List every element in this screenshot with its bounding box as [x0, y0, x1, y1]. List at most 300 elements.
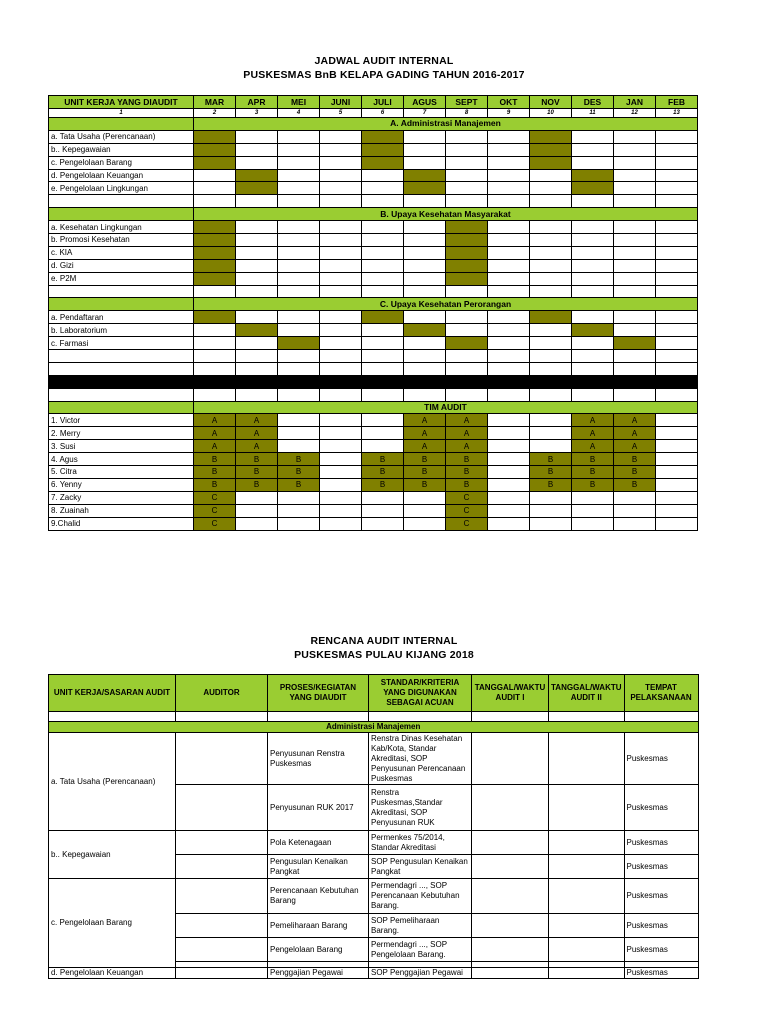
month-cell — [362, 491, 404, 504]
scheduled-cell — [194, 311, 236, 324]
team-assignment-cell: B — [572, 453, 614, 466]
team-assignment-cell: A — [614, 427, 656, 440]
scheduled-cell — [530, 143, 572, 156]
month-cell — [488, 517, 530, 530]
month-cell — [572, 246, 614, 259]
team-member-name: 7. Zacky — [49, 491, 194, 504]
month-cell — [404, 246, 446, 259]
schedule-row — [49, 156, 698, 169]
plan-date1-cell — [472, 938, 549, 962]
month-cell — [404, 156, 446, 169]
month-cell — [656, 324, 698, 337]
month-cell — [572, 143, 614, 156]
month-cell — [488, 311, 530, 324]
team-assignment-cell: B — [404, 466, 446, 479]
scheduled-cell — [404, 324, 446, 337]
month-cell — [488, 478, 530, 491]
team-row — [49, 504, 698, 517]
column-number-cell: 12 — [614, 109, 656, 118]
month-cell — [488, 182, 530, 195]
separator-cell — [362, 375, 404, 388]
month-cell — [446, 182, 488, 195]
plan-standard-cell: SOP Pengusulan Kenaikan Pangkat — [369, 855, 472, 879]
empty-cell — [404, 285, 446, 298]
empty-cell — [488, 362, 530, 375]
month-cell — [194, 324, 236, 337]
month-cell — [572, 272, 614, 285]
empty-cell — [614, 350, 656, 363]
unit-label: c. Farmasi — [49, 337, 194, 350]
month-cell — [614, 143, 656, 156]
month-cell — [614, 311, 656, 324]
plan-row — [49, 968, 699, 979]
team-assignment-cell: B — [194, 478, 236, 491]
empty-cell — [446, 195, 488, 208]
month-cell — [488, 453, 530, 466]
team-row — [49, 478, 698, 491]
month-cell — [236, 259, 278, 272]
plan-date2-cell — [549, 733, 625, 785]
month-cell — [656, 478, 698, 491]
empty-cell — [268, 712, 369, 722]
empty-cell — [49, 350, 194, 363]
audit-schedule-table — [48, 95, 698, 531]
plan-auditor-cell — [176, 879, 268, 914]
plan-process-cell: Pengelolaan Barang — [268, 938, 369, 962]
empty-cell — [530, 388, 572, 401]
month-cell — [530, 337, 572, 350]
team-member-name: 9.Chalid — [49, 517, 194, 530]
month-cell — [362, 517, 404, 530]
scheduled-cell — [194, 221, 236, 234]
team-member-name: 4. Agus — [49, 453, 194, 466]
month-cell — [278, 517, 320, 530]
empty-cell — [614, 195, 656, 208]
month-cell — [278, 504, 320, 517]
team-member-name: 2. Merry — [49, 427, 194, 440]
team-row — [49, 427, 698, 440]
unit-label: b. Promosi Kesehatan — [49, 234, 194, 247]
month-cell — [320, 517, 362, 530]
empty-cell — [362, 350, 404, 363]
empty-cell — [572, 362, 614, 375]
month-cell — [656, 221, 698, 234]
empty-cell — [572, 195, 614, 208]
month-cell — [614, 130, 656, 143]
month-header-cell: MEI — [278, 96, 320, 109]
plan-header-cell: TEMPAT PELAKSANAAN — [624, 675, 698, 712]
column-number-cell: 10 — [530, 109, 572, 118]
month-cell — [320, 427, 362, 440]
team-assignment-cell: B — [446, 453, 488, 466]
plan-process-cell: Penggajian Pegawai — [268, 968, 369, 979]
plan-standard-cell: SOP Pemeliharaan Barang. — [369, 914, 472, 938]
team-assignment-cell: A — [572, 427, 614, 440]
plan-header-cell: TANGGAL/WAKTU AUDIT II — [549, 675, 625, 712]
header-unit-cell: UNIT KERJA YANG DIAUDIT — [49, 96, 194, 109]
schedule-row — [49, 259, 698, 272]
section-title: B. Upaya Kesehatan Masyarakat — [194, 208, 698, 221]
scheduled-cell — [236, 169, 278, 182]
empty-cell — [614, 362, 656, 375]
plan-date1-cell — [472, 879, 549, 914]
month-cell — [572, 234, 614, 247]
team-assignment-cell: B — [404, 453, 446, 466]
empty-cell — [446, 350, 488, 363]
month-cell — [530, 272, 572, 285]
month-cell — [236, 272, 278, 285]
plan-place-cell: Puskesmas — [624, 785, 698, 831]
month-cell — [488, 169, 530, 182]
column-number-cell: 13 — [656, 109, 698, 118]
month-cell — [488, 143, 530, 156]
team-assignment-cell: C — [194, 491, 236, 504]
month-cell — [404, 311, 446, 324]
plan-auditor-cell — [176, 855, 268, 879]
scheduled-cell — [530, 156, 572, 169]
empty-cell — [236, 285, 278, 298]
plan-date2-cell — [549, 968, 625, 979]
month-cell — [530, 182, 572, 195]
month-cell — [320, 156, 362, 169]
month-cell — [278, 259, 320, 272]
month-cell — [320, 478, 362, 491]
month-cell — [404, 504, 446, 517]
month-cell — [530, 504, 572, 517]
schedule-row — [49, 324, 698, 337]
month-cell — [572, 491, 614, 504]
scheduled-cell — [194, 259, 236, 272]
month-cell — [572, 130, 614, 143]
column-number-cell: 4 — [278, 109, 320, 118]
empty-cell — [194, 362, 236, 375]
team-assignment-cell: B — [572, 466, 614, 479]
team-row — [49, 491, 698, 504]
scheduled-cell — [530, 311, 572, 324]
month-cell — [656, 466, 698, 479]
empty-cell — [194, 195, 236, 208]
team-assignment-cell: B — [530, 478, 572, 491]
empty-cell — [530, 285, 572, 298]
section-title: A. Administrasi Manajemen — [194, 118, 698, 131]
month-cell — [320, 440, 362, 453]
empty-cell — [656, 350, 698, 363]
month-cell — [656, 453, 698, 466]
scheduled-cell — [194, 156, 236, 169]
month-cell — [404, 259, 446, 272]
schedule-row — [49, 130, 698, 143]
plan-place-cell: Puskesmas — [624, 879, 698, 914]
month-cell — [530, 427, 572, 440]
empty-cell — [236, 350, 278, 363]
schedule-row — [49, 311, 698, 324]
month-cell — [656, 414, 698, 427]
empty-cell — [49, 285, 194, 298]
month-cell — [530, 259, 572, 272]
separator-cell — [446, 375, 488, 388]
team-member-name: 1. Victor — [49, 414, 194, 427]
team-assignment-cell: A — [404, 427, 446, 440]
scheduled-cell — [194, 130, 236, 143]
schedule-row — [49, 143, 698, 156]
separator-cell — [530, 375, 572, 388]
team-assignment-cell: C — [446, 517, 488, 530]
month-cell — [404, 491, 446, 504]
empty-cell — [624, 712, 698, 722]
team-assignment-cell: B — [278, 478, 320, 491]
plan-auditor-cell — [176, 733, 268, 785]
unit-label: a. Kesehatan Lingkungan — [49, 221, 194, 234]
column-number-cell: 7 — [404, 109, 446, 118]
month-cell — [278, 246, 320, 259]
month-cell — [236, 143, 278, 156]
scheduled-cell — [404, 182, 446, 195]
plan-date1-cell — [472, 831, 549, 855]
month-cell — [320, 324, 362, 337]
month-cell — [530, 324, 572, 337]
section-left-cell — [49, 208, 194, 221]
column-number-row — [49, 109, 698, 118]
month-cell — [572, 504, 614, 517]
month-cell — [320, 414, 362, 427]
month-header-cell: OKT — [488, 96, 530, 109]
team-assignment-cell: B — [194, 466, 236, 479]
month-cell — [278, 221, 320, 234]
month-cell — [362, 414, 404, 427]
month-cell — [278, 169, 320, 182]
plan-unit-cell: b.. Kepegawaian — [49, 831, 176, 879]
team-row — [49, 440, 698, 453]
team-row — [49, 466, 698, 479]
month-cell — [362, 221, 404, 234]
month-header-cell: NOV — [530, 96, 572, 109]
empty-cell — [320, 362, 362, 375]
empty-cell — [362, 195, 404, 208]
team-assignment-cell: A — [614, 440, 656, 453]
team-assignment-cell: A — [404, 440, 446, 453]
plan-place-cell: Puskesmas — [624, 855, 698, 879]
scheduled-cell — [236, 182, 278, 195]
month-cell — [446, 130, 488, 143]
plan-date1-cell — [472, 968, 549, 979]
month-cell — [656, 259, 698, 272]
plan-header-cell: TANGGAL/WAKTU AUDIT I — [472, 675, 549, 712]
plan-date2-cell — [549, 785, 625, 831]
unit-label: d. Pengelolaan Keuangan — [49, 169, 194, 182]
plan-date1-cell — [472, 785, 549, 831]
schedule-row — [49, 337, 698, 350]
month-cell — [446, 169, 488, 182]
month-cell — [362, 234, 404, 247]
empty-cell — [656, 285, 698, 298]
month-header-cell: DES — [572, 96, 614, 109]
empty-cell — [614, 285, 656, 298]
month-cell — [320, 504, 362, 517]
month-cell — [530, 491, 572, 504]
plan-place-cell: Puskesmas — [624, 914, 698, 938]
month-cell — [656, 504, 698, 517]
schedule-header-row — [49, 96, 698, 109]
month-cell — [362, 324, 404, 337]
empty-cell — [472, 712, 549, 722]
month-cell — [656, 491, 698, 504]
month-cell — [362, 169, 404, 182]
scheduled-cell — [194, 234, 236, 247]
month-cell — [488, 156, 530, 169]
team-assignment-cell: A — [572, 440, 614, 453]
month-cell — [320, 182, 362, 195]
schedule-row — [49, 272, 698, 285]
schedule-row — [49, 246, 698, 259]
month-cell — [446, 156, 488, 169]
month-cell — [614, 324, 656, 337]
empty-cell — [488, 195, 530, 208]
column-number-cell: 9 — [488, 109, 530, 118]
empty-cell — [446, 362, 488, 375]
empty-cell — [320, 388, 362, 401]
month-cell — [404, 337, 446, 350]
empty-cell — [488, 388, 530, 401]
empty-cell — [278, 388, 320, 401]
team-assignment-cell: B — [572, 478, 614, 491]
scheduled-cell — [446, 272, 488, 285]
empty-cell — [320, 195, 362, 208]
empty-cell — [236, 388, 278, 401]
plan-date2-cell — [549, 914, 625, 938]
month-cell — [278, 324, 320, 337]
team-assignment-cell: B — [362, 466, 404, 479]
separator-cell — [404, 375, 446, 388]
team-assignment-cell: C — [446, 491, 488, 504]
unit-label: e. P2M — [49, 272, 194, 285]
month-cell — [488, 466, 530, 479]
separator-cell — [572, 375, 614, 388]
plan-standard-cell: Permenkes 75/2014, Standar Akreditasi — [369, 831, 472, 855]
month-cell — [236, 517, 278, 530]
month-cell — [614, 169, 656, 182]
month-cell — [614, 221, 656, 234]
month-cell — [278, 182, 320, 195]
scheduled-cell — [194, 246, 236, 259]
team-member-name: 3. Susi — [49, 440, 194, 453]
month-cell — [362, 440, 404, 453]
month-cell — [278, 272, 320, 285]
scheduled-cell — [614, 337, 656, 350]
empty-cell — [278, 195, 320, 208]
month-cell — [320, 143, 362, 156]
team-assignment-cell: B — [404, 478, 446, 491]
team-assignment-cell: C — [194, 517, 236, 530]
schedule-row — [49, 169, 698, 182]
month-cell — [278, 414, 320, 427]
plan-unit-cell: c. Pengelolaan Barang — [49, 879, 176, 968]
month-cell — [320, 234, 362, 247]
month-cell — [614, 517, 656, 530]
empty-cell — [446, 285, 488, 298]
team-assignment-cell: B — [194, 453, 236, 466]
month-cell — [488, 221, 530, 234]
plan-date1-cell — [472, 733, 549, 785]
empty-row — [49, 362, 698, 375]
empty-row — [49, 388, 698, 401]
month-cell — [236, 234, 278, 247]
plan-process-cell: Pengusulan Kenaikan Pangkat — [268, 855, 369, 879]
month-cell — [320, 466, 362, 479]
month-cell — [656, 234, 698, 247]
empty-cell — [362, 388, 404, 401]
empty-cell — [572, 285, 614, 298]
scheduled-cell — [446, 337, 488, 350]
plan-unit-cell: d. Pengelolaan Keuangan — [49, 968, 176, 979]
scheduled-cell — [446, 246, 488, 259]
team-assignment-cell: B — [446, 478, 488, 491]
empty-cell — [278, 350, 320, 363]
month-cell — [362, 337, 404, 350]
plan-process-cell: Perencanaan Kebutuhan Barang — [268, 879, 369, 914]
month-cell — [656, 156, 698, 169]
month-header-cell: AGUS — [404, 96, 446, 109]
month-cell — [614, 504, 656, 517]
month-cell — [614, 259, 656, 272]
month-cell — [530, 440, 572, 453]
schedule-title-line1: JADWAL AUDIT INTERNAL — [314, 55, 454, 67]
empty-cell — [404, 362, 446, 375]
scheduled-cell — [446, 259, 488, 272]
month-header-cell: JULI — [362, 96, 404, 109]
section-header-row — [49, 118, 698, 131]
plan-date1-cell — [472, 855, 549, 879]
month-cell — [656, 130, 698, 143]
month-cell — [656, 427, 698, 440]
month-cell — [236, 337, 278, 350]
month-header-cell: SEPT — [446, 96, 488, 109]
empty-cell — [194, 285, 236, 298]
scheduled-cell — [362, 311, 404, 324]
month-cell — [404, 517, 446, 530]
empty-cell — [488, 285, 530, 298]
separator-cell — [488, 375, 530, 388]
month-cell — [278, 130, 320, 143]
empty-cell — [404, 195, 446, 208]
month-cell — [278, 311, 320, 324]
month-cell — [320, 246, 362, 259]
scheduled-cell — [362, 143, 404, 156]
black-separator-row — [49, 375, 698, 388]
empty-cell — [362, 362, 404, 375]
empty-cell — [369, 712, 472, 722]
month-cell — [656, 440, 698, 453]
month-cell — [236, 491, 278, 504]
scheduled-cell — [236, 324, 278, 337]
month-cell — [194, 337, 236, 350]
plan-row — [49, 879, 699, 914]
month-cell — [530, 169, 572, 182]
month-cell — [320, 491, 362, 504]
month-cell — [488, 427, 530, 440]
scheduled-cell — [362, 130, 404, 143]
month-cell — [530, 517, 572, 530]
team-assignment-cell: B — [614, 478, 656, 491]
month-header-cell: APR — [236, 96, 278, 109]
separator-cell — [278, 375, 320, 388]
month-header-cell: JUNI — [320, 96, 362, 109]
month-cell — [236, 221, 278, 234]
plan-row — [49, 733, 699, 785]
plan-header-cell: AUDITOR — [176, 675, 268, 712]
month-cell — [362, 246, 404, 259]
separator-cell — [236, 375, 278, 388]
month-cell — [488, 130, 530, 143]
